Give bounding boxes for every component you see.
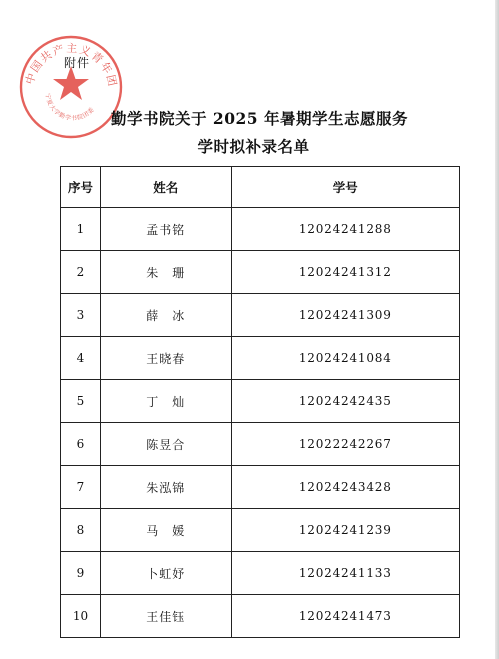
table-row	[61, 552, 460, 595]
header-student-id: 学号	[231, 167, 460, 208]
row-name: 卜虹妤	[100, 552, 231, 595]
row-index: 8	[61, 509, 101, 552]
row-index: 9	[61, 552, 101, 595]
table-row	[61, 509, 460, 552]
supplementary-roster-table	[60, 166, 460, 638]
table-row	[61, 423, 460, 466]
row-student-id: 12024241473	[231, 595, 460, 638]
row-name: 朱 珊	[100, 251, 231, 294]
document-title-line1: 勤学书院关于 2025 年暑期学生志愿服务	[111, 109, 408, 128]
row-name: 马 媛	[100, 509, 231, 552]
row-index: 7	[61, 466, 101, 509]
table-row	[61, 337, 460, 380]
row-index: 10	[61, 595, 101, 638]
row-student-id: 12024242435	[231, 380, 460, 423]
row-name: 孟书铭	[100, 208, 231, 251]
row-index: 5	[61, 380, 101, 423]
document-title-line2: 学时拟补录名单	[197, 137, 310, 156]
table-row	[61, 294, 460, 337]
header-index: 序号	[61, 167, 101, 208]
table-row	[61, 595, 460, 638]
table-row	[61, 380, 460, 423]
row-name: 薛 冰	[100, 294, 231, 337]
row-name: 王佳钰	[100, 595, 231, 638]
row-index: 6	[61, 423, 101, 466]
row-name: 朱泓锦	[100, 466, 231, 509]
row-student-id: 12024241239	[231, 509, 460, 552]
attachment-label: 附件	[64, 56, 91, 70]
row-name: 王晓春	[100, 337, 231, 380]
table-row	[61, 208, 460, 251]
row-index: 3	[61, 294, 101, 337]
row-name: 丁 灿	[100, 380, 231, 423]
table-row	[61, 251, 460, 294]
svg-text:宁夏大学勤学书院团委: 宁夏大学勤学书院团委	[43, 92, 96, 123]
table-row	[61, 466, 460, 509]
row-student-id: 12024241309	[231, 294, 460, 337]
row-student-id: 12024241288	[231, 208, 460, 251]
row-student-id: 12024241312	[231, 251, 460, 294]
row-name: 陈昱合	[100, 423, 231, 466]
row-index: 1	[61, 208, 101, 251]
row-student-id: 12024241133	[231, 552, 460, 595]
table-header-row	[61, 167, 460, 208]
row-student-id: 12024243428	[231, 466, 460, 509]
header-name: 姓名	[100, 167, 231, 208]
row-index: 2	[61, 251, 101, 294]
row-index: 4	[61, 337, 101, 380]
row-student-id: 12024241084	[231, 337, 460, 380]
seal-arc-text: 中国共产主义青年团	[23, 41, 120, 89]
row-student-id: 12022242267	[231, 423, 460, 466]
page-edge-shadow	[495, 0, 499, 659]
